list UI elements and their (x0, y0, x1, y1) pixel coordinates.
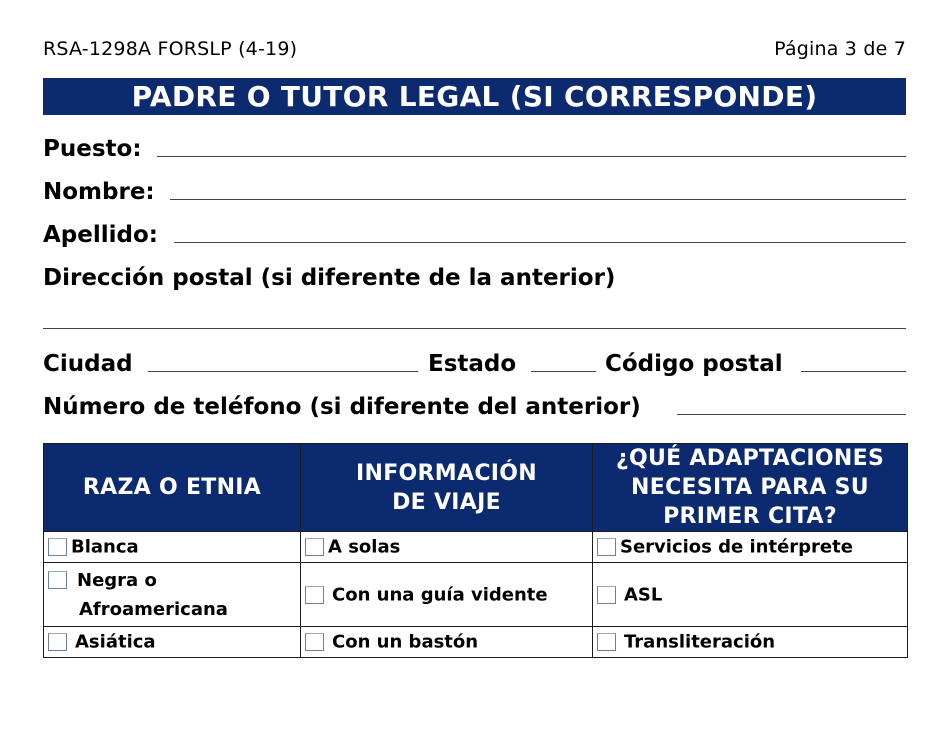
checkbox-asl[interactable] (597, 586, 616, 604)
apellido-label: Apellido: (43, 222, 158, 248)
checkbox-blanca[interactable] (48, 538, 67, 556)
option-baston[interactable]: Con un bastón (301, 627, 593, 658)
ciudad-label: Ciudad (43, 351, 133, 377)
checkbox-negra[interactable] (48, 571, 67, 589)
header-raza: RAZA O ETNIA (44, 444, 301, 532)
telefono-label: Número de teléfono (si diferente del anterior) (43, 394, 641, 420)
option-guia-vidente[interactable]: Con una guía vidente (301, 563, 593, 627)
codigo-postal-label: Código postal (605, 351, 783, 377)
table-row (44, 532, 908, 563)
checkbox-baston[interactable] (305, 633, 324, 651)
form-id: RSA-1298A FORSLP (4-19) (43, 38, 298, 60)
header-viaje: INFORMACIÓN DE VIAJE (301, 444, 593, 532)
option-interprete[interactable]: Servicios de intérprete (593, 532, 908, 563)
header-adaptaciones: ¿QUÉ ADAPTACIONES NECESITA PARA SU PRIMER CITA? (593, 444, 908, 532)
puesto-input-line[interactable] (157, 156, 906, 157)
option-negra[interactable]: Negra o Afroamericana (44, 563, 301, 627)
apellido-input-line[interactable] (174, 242, 906, 243)
estado-label: Estado (428, 351, 517, 377)
section-title: PADRE O TUTOR LEGAL (SI CORRESPONDE) (43, 78, 906, 115)
table-header-row (44, 444, 908, 532)
option-a-solas[interactable]: A solas (301, 532, 593, 563)
table-row (44, 563, 908, 627)
puesto-label: Puesto: (43, 136, 142, 162)
option-blanca[interactable]: Blanca (44, 532, 301, 563)
nombre-input-line[interactable] (170, 199, 906, 200)
checkbox-transliteracion[interactable] (597, 633, 616, 651)
option-asl[interactable]: ASL (593, 563, 908, 627)
telefono-input-line[interactable] (677, 414, 906, 415)
option-transliteracion[interactable]: Transliteración (593, 627, 908, 658)
codigo-postal-input-line[interactable] (801, 371, 906, 372)
page-number: Página 3 de 7 (774, 38, 906, 60)
checkbox-guia-vidente[interactable] (305, 586, 324, 604)
nombre-label: Nombre: (43, 179, 155, 205)
checkbox-a-solas[interactable] (305, 538, 324, 556)
direccion-input-line[interactable] (43, 328, 906, 329)
ciudad-input-line[interactable] (148, 371, 418, 372)
direccion-label: Dirección postal (si diferente de la anterior) (43, 265, 616, 291)
estado-input-line[interactable] (531, 371, 596, 372)
checkbox-asiatica[interactable] (48, 633, 67, 651)
option-asiatica[interactable]: Asiática (44, 627, 301, 658)
options-table (43, 443, 908, 658)
checkbox-interprete[interactable] (597, 538, 616, 556)
table-row (44, 627, 908, 658)
